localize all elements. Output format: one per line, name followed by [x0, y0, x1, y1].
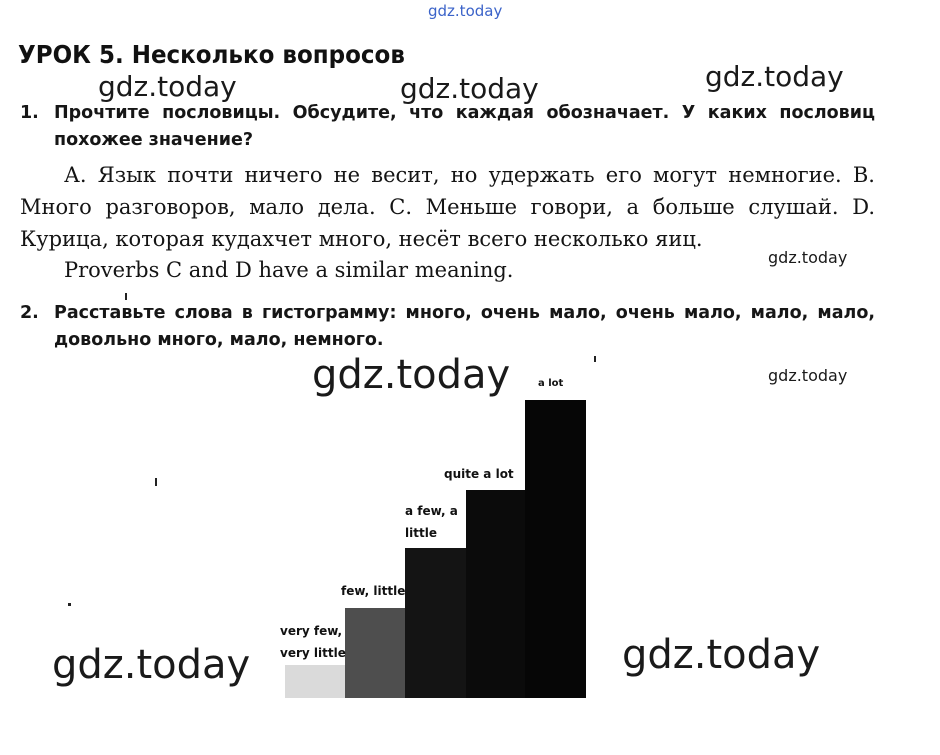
histogram-bar-a-lot [525, 400, 586, 698]
histogram-label-few: few, little [341, 584, 406, 598]
task-1-number: 1. [20, 103, 39, 123]
task-2-instruction: Расставьте слова в гистограмму: много, очень мало, очень мало, мало, мало, довольно много, мало, немного. [54, 303, 875, 350]
histogram-label-very-few: very few, very little [280, 624, 346, 660]
scan-mark [594, 356, 596, 362]
lesson-title: УРОК 5. Несколько вопросов [18, 40, 405, 69]
histogram-bar-a-few [405, 548, 466, 698]
watermark: gdz.today [98, 70, 237, 103]
watermark: gdz.today [400, 72, 539, 105]
task-1-instruction: Прочтите пословицы. Обсудите, что каждая обозначает. У каких пословиц похожее значение? [54, 103, 875, 150]
proverbs-text: А. Язык почти ничего не весит, но удержать его могут немногие. В. Много разговоров, мало дела. С. Меньше говори, а больше слушай. D. Курица, которая кудахчет много, несёт всего несколько яиц. [20, 163, 875, 251]
histogram-bar-very-few [285, 665, 345, 698]
histogram-bar-few [345, 608, 405, 698]
scan-mark [125, 293, 127, 300]
scan-mark [155, 478, 157, 486]
scan-mark [68, 603, 71, 606]
histogram-bar-quite-a-lot [466, 490, 525, 698]
task-1-answer: Proverbs C and D have a similar meaning. [64, 258, 514, 282]
task-2-number: 2. [20, 303, 39, 323]
histogram-label-quite-a-lot: quite a lot [444, 467, 514, 481]
watermark-top: gdz.today [428, 2, 503, 20]
watermark: gdz.today [622, 632, 821, 678]
histogram-label-a-lot: a lot [538, 378, 564, 389]
watermark: gdz.today [768, 248, 848, 267]
watermark: gdz.today [705, 60, 844, 93]
watermark: gdz.today [52, 642, 251, 688]
watermark: gdz.today [312, 352, 511, 398]
histogram-label-a-few: a few, a little [405, 504, 458, 540]
watermark: gdz.today [768, 366, 848, 385]
